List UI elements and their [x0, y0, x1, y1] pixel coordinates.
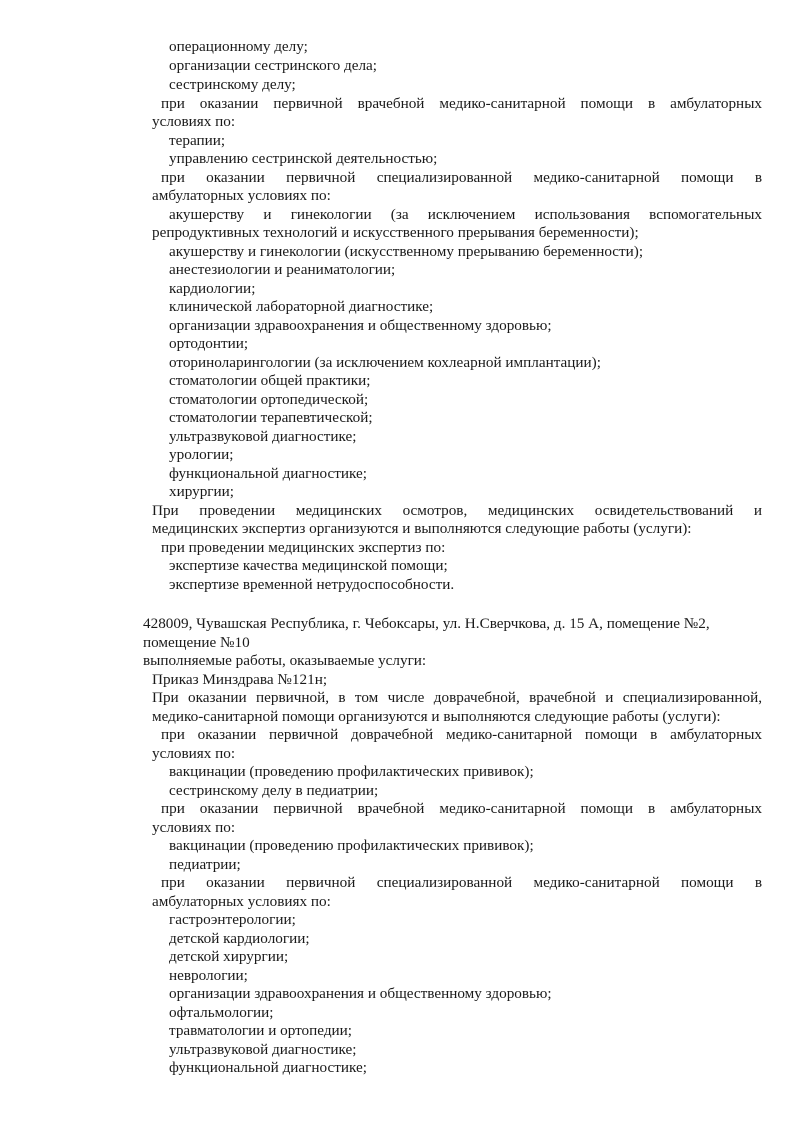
order-reference: Приказ Минздрава №121н;	[152, 671, 328, 688]
list-item: кардиологии;	[169, 280, 256, 297]
list-item: хирургии;	[169, 483, 235, 500]
list-item: операционному делу;	[169, 38, 308, 55]
list-item: организации здравоохранения и общественному здоровью;	[169, 317, 552, 334]
list-item: сестринскому делу в педиатрии;	[169, 782, 379, 799]
subsection-heading-cont: амбулаторных условиях по:	[152, 893, 331, 910]
list-item: организации сестринского дела;	[169, 57, 377, 74]
address: 428009, Чувашская Республика, г. Чебоксары, ул. Н.Сверчкова, д. 15 А, помещение №2,	[143, 615, 710, 632]
subsection-heading-cont: условиях по:	[152, 113, 236, 130]
list-item-cont: репродуктивных технологий и искусственного прерывания беременности);	[152, 224, 639, 241]
list-item: педиатрии;	[169, 856, 241, 873]
list-item: управлению сестринской деятельностью;	[169, 150, 438, 167]
address-cont: помещение №10	[143, 634, 250, 651]
list-item: офтальмологии;	[169, 1004, 274, 1021]
list-item: вакцинации (проведению профилактических прививок);	[169, 837, 534, 854]
list-item: анестезиологии и реаниматологии;	[169, 261, 396, 278]
list-item: травматологии и ортопедии;	[169, 1022, 353, 1039]
list-item: терапии;	[169, 132, 226, 149]
list-item: стоматологии общей практики;	[169, 372, 371, 389]
list-item: стоматологии терапевтической;	[169, 409, 373, 426]
list-item: детской хирургии;	[169, 948, 289, 965]
list-item: акушерству и гинекологии (за исключением использования вспомогательных	[169, 206, 762, 223]
paragraph-cont: медико-санитарной помощи организуются и выполняются следующие работы (услуги):	[152, 708, 721, 725]
subsection-heading-cont: условиях по:	[152, 745, 236, 762]
list-item: оториноларингологии (за исключением кохлеарной имплантации);	[169, 354, 601, 371]
subsection-heading: при оказании первичной врачебной медико-санитарной помощи в амбулаторных	[161, 95, 762, 112]
subsection-heading: при проведении медицинских экспертиз по:	[161, 539, 446, 556]
list-item: вакцинации (проведению профилактических прививок);	[169, 763, 534, 780]
list-item: экспертизе качества медицинской помощи;	[169, 557, 448, 574]
paragraph: При проведении медицинских осмотров, медицинских освидетельствований и	[152, 502, 762, 519]
subsection-heading: при оказании первичной специализированной медико-санитарной помощи в	[161, 874, 762, 891]
works-label: выполняемые работы, оказываемые услуги:	[143, 652, 427, 669]
list-item: стоматологии ортопедической;	[169, 391, 369, 408]
list-item: ортодонтии;	[169, 335, 249, 352]
list-item: клинической лабораторной диагностике;	[169, 298, 434, 315]
list-item: экспертизе временной нетрудоспособности.	[169, 576, 455, 593]
list-item: неврологии;	[169, 967, 248, 984]
list-item: гастроэнтерологии;	[169, 911, 296, 928]
list-item: детской кардиологии;	[169, 930, 310, 947]
list-item: урологии;	[169, 446, 234, 463]
list-item: функциональной диагностике;	[169, 465, 367, 482]
list-item: ультразвуковой диагностике;	[169, 1041, 357, 1058]
subsection-heading-cont: амбулаторных условиях по:	[152, 187, 331, 204]
list-item: акушерству и гинекологии (искусственному прерыванию беременности);	[169, 243, 644, 260]
subsection-heading-cont: условиях по:	[152, 819, 236, 836]
subsection-heading: при оказании первичной доврачебной медико-санитарной помощи в амбулаторных	[161, 726, 762, 743]
paragraph: При оказании первичной, в том числе доврачебной, врачебной и специализированной,	[152, 689, 762, 706]
subsection-heading: при оказании первичной врачебной медико-санитарной помощи в амбулаторных	[161, 800, 762, 817]
list-item: ультразвуковой диагностике;	[169, 428, 357, 445]
list-item: сестринскому делу;	[169, 76, 296, 93]
paragraph-cont: медицинских экспертиз организуются и выполняются следующие работы (услуги):	[152, 520, 692, 537]
list-item: организации здравоохранения и общественному здоровью;	[169, 985, 552, 1002]
list-item: функциональной диагностике;	[169, 1059, 367, 1076]
subsection-heading: при оказании первичной специализированной медико-санитарной помощи в	[161, 169, 762, 186]
